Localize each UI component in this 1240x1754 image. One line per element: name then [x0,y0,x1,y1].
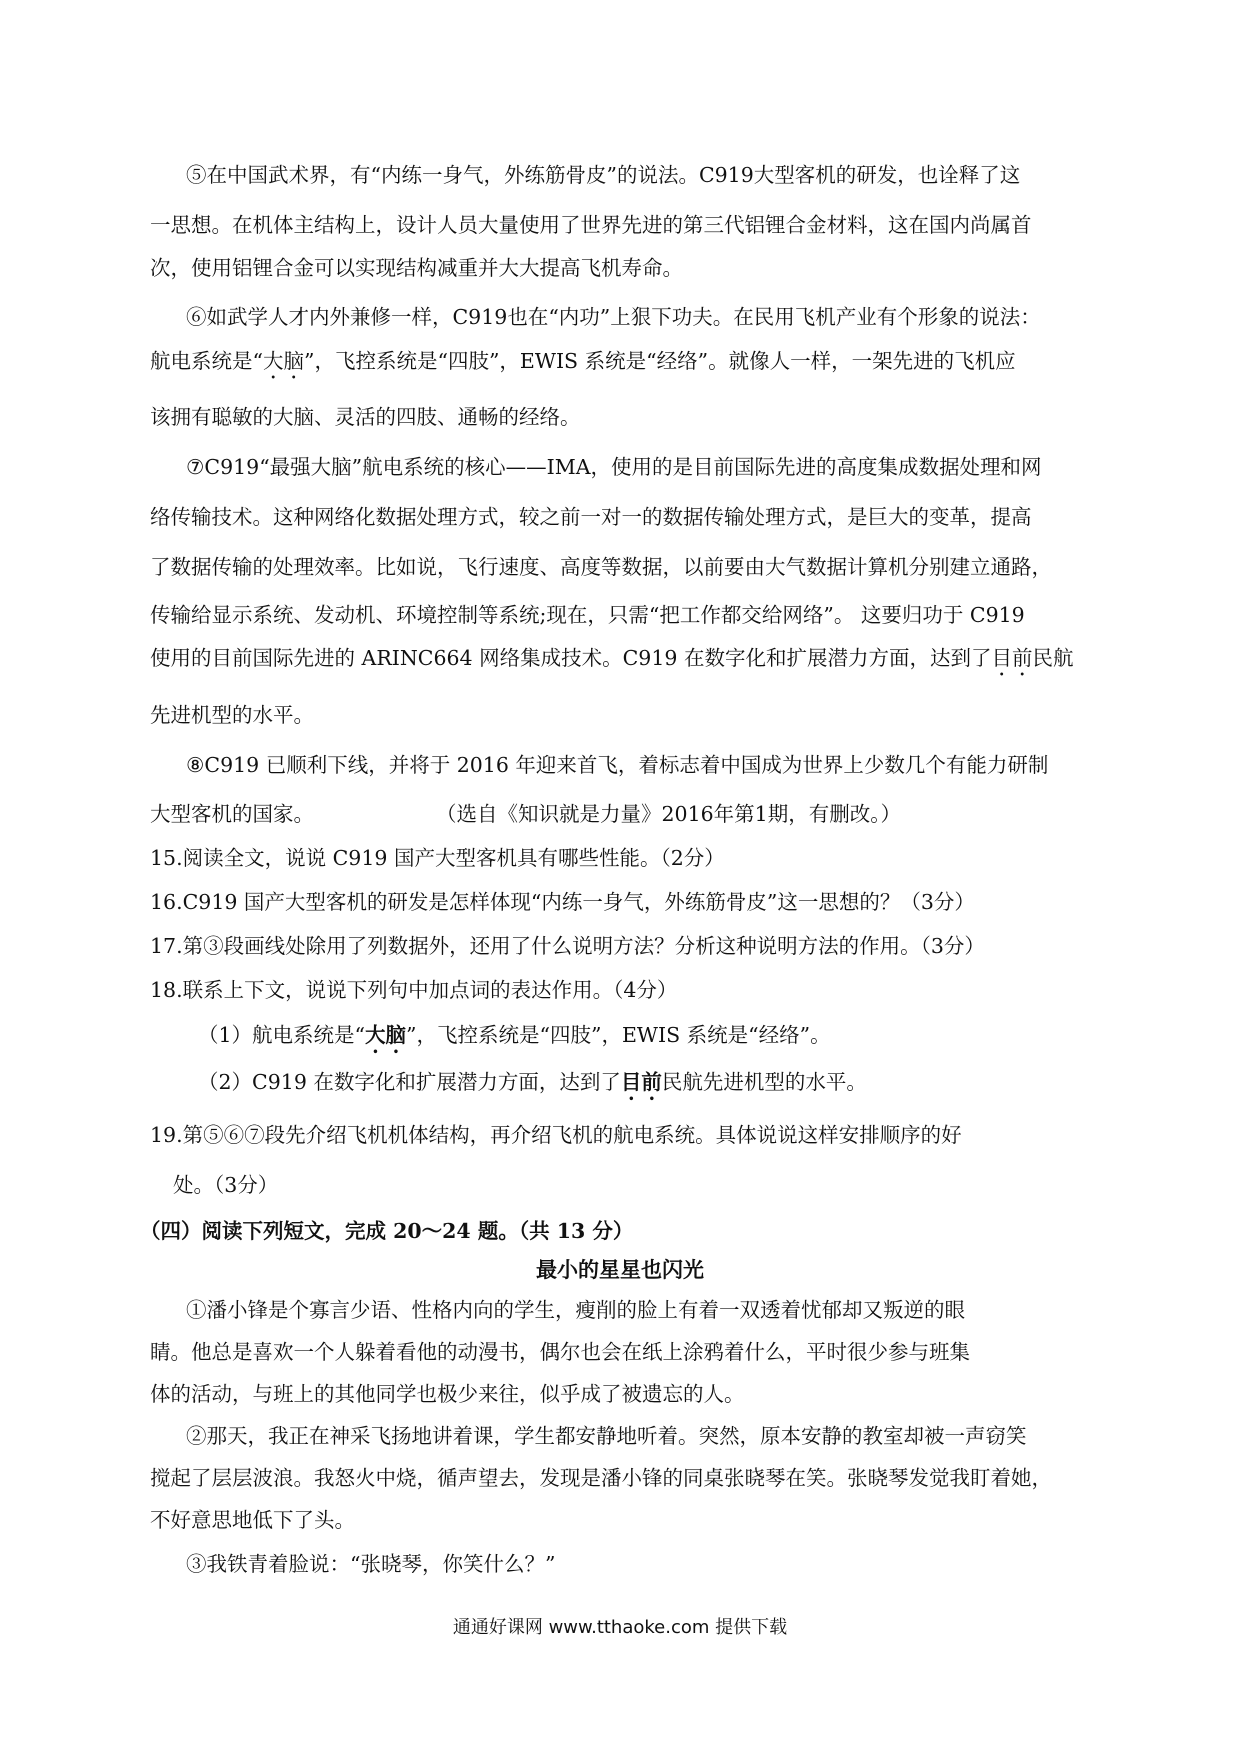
question-17: 17.第③段画线处除用了列数据外，还用了什么说明方法？分析这种说明方法的作用。（3分） [150,934,985,958]
question-19-line1: 19.第⑤⑥⑦段先介绍飞机机体结构，再介绍飞机的航电系统。具体说说这样安排顺序的好 [150,1123,962,1147]
para8-line1: ⑧C919 已顺利下线，并将于 2016 年迎来首飞，着标志着中国成为世界上少数几个有能力研制 [186,753,1049,777]
para5-line2: 一思想。在机体主结构上，设计人员大量使用了世界先进的第三代铝锂合金材料，这在国内尚属首 [150,213,1032,237]
dotted-word: 大脑 [365,1023,407,1047]
section-heading: （四）阅读下列短文，完成 20～24 题。（共 13 分） [140,1219,634,1243]
para6-line2: 航电系统是“大脑”，飞控系统是“四肢”，EWIS 系统是“经络”。就像人一样，一架先进的飞机应 [150,349,1016,373]
story-para2-line3: 不好意思地低下了头。 [150,1508,355,1532]
para7-line5: 使用的目前国际先进的 ARINC664 网络集成技术。C919 在数字化和扩展潜力方面，达到了目前民航 [150,646,1074,670]
dotted-word: 目前 [991,646,1033,670]
story-para1-line3: 体的活动，与班上的其他同学也极少来往，似乎成了被遗忘的人。 [150,1382,745,1406]
story-para1-line1: ①潘小锋是个寡言少语、性格内向的学生，瘦削的脸上有着一双透着忧郁却又叛逆的眼 [186,1298,965,1322]
para7-line6: 先进机型的水平。 [150,703,314,727]
dotted-word: 目前 [620,1070,662,1094]
question-18: 18.联系上下文，说说下列句中加点词的表达作用。（4分） [150,978,678,1002]
para7-line3: 了数据传输的处理效率。比如说，飞行速度、高度等数据，以前要由大气数据计算机分别建立通路， [150,555,1052,579]
para8-line2: 大型客机的国家。 （选自《知识就是力量》2016年第1期，有删改。） [150,802,901,826]
para7-line4: 传输给显示系统、发动机、环境控制等系统;现在，只需“把工作都交给网络”。 这要归功于 C919 [150,603,1025,627]
para5-line1: ⑤在中国武术界，有“内练一身气，外练筋骨皮”的说法。C919大型客机的研发，也诠释了这 [186,163,1021,187]
para7-line1: ⑦C919“最强大脑”航电系统的核心——IMA，使用的是目前国际先进的高度集成数据处理和网 [186,455,1042,479]
question-16: 16.C919 国产大型客机的研发是怎样体现“内练一身气，外练筋骨皮”这一思想的？（3分） [150,890,975,914]
para7-line2: 络传输技术。这种网络化数据处理方式，较之前一对一的数据传输处理方式，是巨大的变革，提高 [150,505,1032,529]
question-18-2: （2）C919 在数字化和扩展潜力方面，达到了目前民航先进机型的水平。 [198,1070,867,1094]
page-footer: 通通好课网 www.tthaoke.com 提供下载 [452,1617,788,1638]
story-para2-line2: 搅起了层层波浪。我怒火中烧，循声望去，发现是潘小锋的同桌张晓琴在笑。张晓琴发觉我盯着她， [150,1466,1052,1490]
dotted-word: 大脑 [262,349,304,373]
question-19-line2: 处。（3分） [173,1173,279,1197]
story-para2-line1: ②那天，我正在神采飞扬地讲着课，学生都安静地听着。突然，原本安静的教室却被一声窃笑 [186,1424,1027,1448]
para5-line3: 次，使用铝锂合金可以实现结构减重并大大提高飞机寿命。 [150,256,683,280]
question-15: 15.阅读全文，说说 C919 国产大型客机具有哪些性能。（2分） [150,846,725,870]
question-18-1: （1）航电系统是“大脑”，飞控系统是“四肢”，EWIS 系统是“经络”。 [198,1023,831,1047]
story-para3-line1: ③我铁青着脸说：“张晓琴，你笑什么？” [186,1552,556,1576]
source-note: （选自《知识就是力量》2016年第1期，有删改。） [436,802,901,826]
para6-line3: 该拥有聪敏的大脑、灵活的四肢、通畅的经络。 [150,405,581,429]
para6-line1: ⑥如武学人才内外兼修一样，C919也在“内功”上狠下功夫。在民用飞机产业有个形象的说法： [186,305,1041,329]
story-title: 最小的星星也闪光 [536,1257,704,1282]
story-para1-line2: 睛。他总是喜欢一个人躲着看他的动漫书，偶尔也会在纸上涂鸦着什么，平时很少参与班集 [150,1340,970,1364]
